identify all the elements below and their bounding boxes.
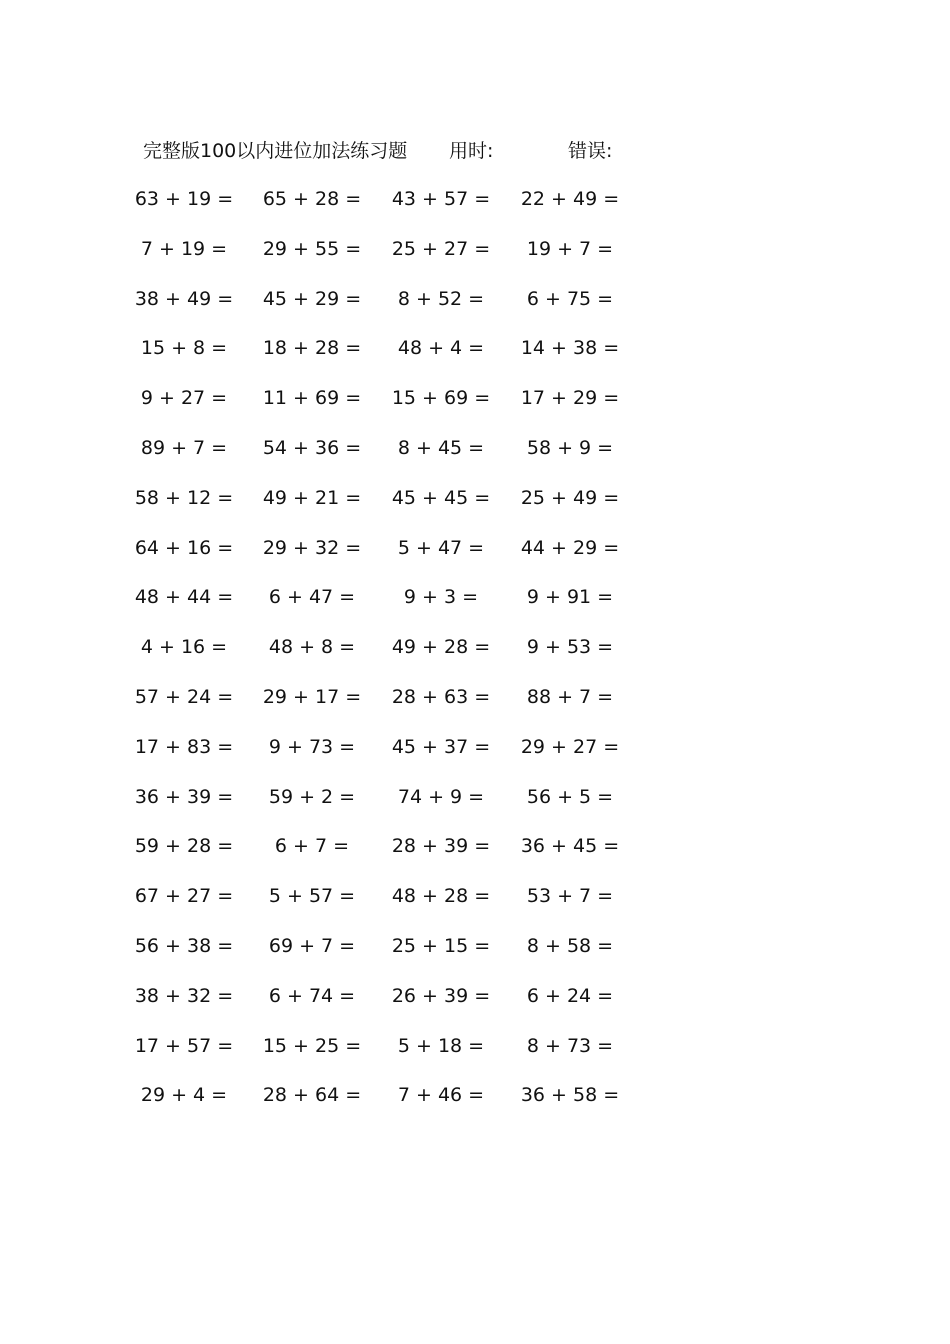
problem-item: 44 + 29 = <box>520 537 620 559</box>
worksheet-title: 完整版100以内进位加法练习题 <box>143 140 408 162</box>
problem-item: 48 + 28 = <box>391 885 491 907</box>
problem-item: 9 + 3 = <box>403 586 479 608</box>
problem-item: 36 + 45 = <box>520 835 620 857</box>
problem-item: 5 + 18 = <box>397 1035 485 1057</box>
problem-item: 45 + 45 = <box>391 487 491 509</box>
problem-item: 28 + 64 = <box>262 1084 362 1106</box>
problem-item: 56 + 5 = <box>526 786 614 808</box>
problem-item: 38 + 49 = <box>134 288 234 310</box>
problem-item: 48 + 4 = <box>397 337 485 359</box>
problem-item: 59 + 2 = <box>268 786 356 808</box>
problem-item: 43 + 57 = <box>391 188 491 210</box>
problem-item: 45 + 37 = <box>391 736 491 758</box>
problem-item: 38 + 32 = <box>134 985 234 1007</box>
problem-item: 29 + 17 = <box>262 686 362 708</box>
problem-item: 8 + 52 = <box>397 288 485 310</box>
problem-item: 58 + 12 = <box>134 487 234 509</box>
problem-item: 15 + 8 = <box>140 337 228 359</box>
problem-item: 15 + 25 = <box>262 1035 362 1057</box>
problem-item: 8 + 45 = <box>397 437 485 459</box>
problem-item: 28 + 63 = <box>391 686 491 708</box>
problem-item: 29 + 27 = <box>520 736 620 758</box>
problem-item: 9 + 27 = <box>140 387 228 409</box>
problem-item: 57 + 24 = <box>134 686 234 708</box>
problem-item: 36 + 39 = <box>134 786 234 808</box>
problem-item: 18 + 28 = <box>262 337 362 359</box>
error-label: 错误: <box>568 140 613 162</box>
time-label: 用时: <box>449 140 494 162</box>
problem-item: 63 + 19 = <box>134 188 234 210</box>
problem-item: 9 + 73 = <box>268 736 356 758</box>
problem-item: 6 + 75 = <box>526 288 614 310</box>
problem-item: 25 + 49 = <box>520 487 620 509</box>
problem-item: 17 + 57 = <box>134 1035 234 1057</box>
problem-item: 6 + 24 = <box>526 985 614 1007</box>
problem-item: 6 + 74 = <box>268 985 356 1007</box>
problem-item: 4 + 16 = <box>140 636 228 658</box>
problem-item: 5 + 47 = <box>397 537 485 559</box>
problem-item: 58 + 9 = <box>526 437 614 459</box>
problem-item: 28 + 39 = <box>391 835 491 857</box>
problem-item: 22 + 49 = <box>520 188 620 210</box>
problem-item: 8 + 73 = <box>526 1035 614 1057</box>
problem-item: 17 + 83 = <box>134 736 234 758</box>
problem-item: 49 + 28 = <box>391 636 491 658</box>
problem-item: 26 + 39 = <box>391 985 491 1007</box>
problem-item: 29 + 4 = <box>140 1084 228 1106</box>
problem-item: 8 + 58 = <box>526 935 614 957</box>
problem-item: 11 + 69 = <box>262 387 362 409</box>
problem-item: 67 + 27 = <box>134 885 234 907</box>
problem-item: 36 + 58 = <box>520 1084 620 1106</box>
problem-item: 56 + 38 = <box>134 935 234 957</box>
problem-item: 19 + 7 = <box>526 238 614 260</box>
problem-item: 64 + 16 = <box>134 537 234 559</box>
problem-item: 48 + 8 = <box>268 636 356 658</box>
problem-item: 7 + 46 = <box>397 1084 485 1106</box>
problem-item: 89 + 7 = <box>140 437 228 459</box>
problem-item: 48 + 44 = <box>134 586 234 608</box>
problem-item: 65 + 28 = <box>262 188 362 210</box>
problem-item: 25 + 27 = <box>391 238 491 260</box>
problem-item: 88 + 7 = <box>526 686 614 708</box>
problem-item: 74 + 9 = <box>397 786 485 808</box>
problem-item: 29 + 32 = <box>262 537 362 559</box>
problem-item: 9 + 91 = <box>526 586 614 608</box>
problem-item: 14 + 38 = <box>520 337 620 359</box>
problem-item: 9 + 53 = <box>526 636 614 658</box>
problem-item: 7 + 19 = <box>140 238 228 260</box>
problem-item: 59 + 28 = <box>134 835 234 857</box>
problem-item: 25 + 15 = <box>391 935 491 957</box>
problem-item: 45 + 29 = <box>262 288 362 310</box>
problem-item: 6 + 47 = <box>268 586 356 608</box>
problem-item: 29 + 55 = <box>262 238 362 260</box>
problem-item: 53 + 7 = <box>526 885 614 907</box>
problem-item: 6 + 7 = <box>274 835 350 857</box>
problem-item: 17 + 29 = <box>520 387 620 409</box>
problem-item: 15 + 69 = <box>391 387 491 409</box>
problem-item: 69 + 7 = <box>268 935 356 957</box>
problem-item: 54 + 36 = <box>262 437 362 459</box>
problem-item: 49 + 21 = <box>262 487 362 509</box>
problem-item: 5 + 57 = <box>268 885 356 907</box>
